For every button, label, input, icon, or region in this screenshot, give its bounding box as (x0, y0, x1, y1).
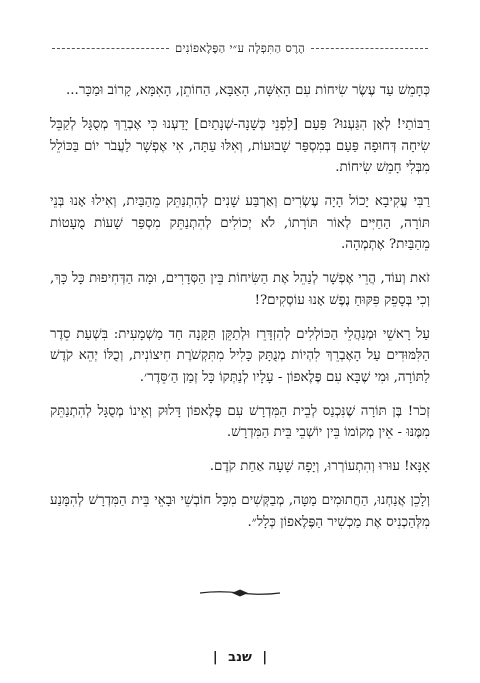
paragraph: עַל רָאשֵׁי וּמְנַהֲלֵי הַכּוֹלְלִים לְהִזְדָּרֵז וּלְתַקֵּן תַּקָּנָה חַד מַשְׁמָעִית: בִּשְׁעַת סֵדֶר הַלִּמּוּדִים עַל הָאֶבְרֵךְ לִהְיוֹת מְנֻתָּק כָּלִיל מִתִּקְשֹׁרֶת חִיצוֹנִית, וְכֻלּוֹ יְהֵא קֹדֶשׁ לַתּוֹרָה, וּמִי שֶׁבָּא עִם פֶּלֶאפוֹן - עָלָיו לְנַתְּקוֹ כָּל זְמַן הַ׳סֵּדֶר׳. (50, 326, 430, 385)
section-divider-ornament (198, 588, 282, 598)
running-header-title: הֶרֶס הַתִּפְלָה ע״י הַפֶּלֶאפוֹנִים (174, 41, 306, 55)
page-number-bar-right: | (262, 650, 268, 665)
page-number: שנב (228, 650, 252, 665)
paragraph: כְּחָמֵשׁ עַד עֶשֶׂר שִׂיחוֹת עִם הָאִשָּׁה, הָאַבָּא, הַחוֹתֵן, הָאִמָּא, קָרוֹב וּמַכָּר... (66, 83, 430, 98)
header-rule-right (311, 48, 428, 49)
header-rule-left (52, 48, 169, 49)
body-text (50, 80, 430, 546)
running-header (52, 40, 428, 56)
paragraph: זְכֹר! בֶּן תּוֹרָה שֶׁנִּכְנַס לְבֵית הַמִּדְרָשׁ עִם פֶּלֶאפוֹן דָּלוּק וְאֵינוֹ מְסֻגָּל לְהִתְנַתֵּק מִמֶּנּוּ - אֵין מְקוֹמוֹ בֵּין יוֹשְׁבֵי בֵּית הַמִּדְרָשׁ. (50, 403, 430, 440)
paragraph: רַבִּי עֲקִיבָא יָכוֹל הָיָה עֶשְׂרִים וְאַרְבַּע שָׁנִים לְהִתְנַתֵּק מֵהַבַּיִת, וְאִילוּ אָנוּ בְּנֵי תּוֹרָה, הַחַיִּים לְאוֹר תּוֹרָתוֹ, לֹא יְכוֹלִים לְהִתְנַתֵּק מִסְפַּר שָׁעוֹת מֻעָטוֹת מֵהַבַּיִת? אֶתְמְהָה. (50, 194, 430, 252)
paragraph: אָנָּא! עוּרוּ וְהִתְעוֹרְרוּ, וְיָפָה שָׁעָה אַחַת קֹדֶם. (209, 459, 430, 474)
page-number-footer (0, 650, 480, 665)
paragraph: זֹאת וְעוֹד, הֲרֵי אֶפְשָׁר לְנַהֵל אֶת הַשִּׂיחוֹת בֵּין הַסְּדָרִים, וּמָה הַדְּחִיפוּת כָּל כָּךְ, וְכִי בְּסָפֵק פִּקּוּחַ נֶפֶשׁ אָנוּ עוֹסְקִים?! (50, 271, 430, 308)
page-number-bar-left: | (212, 650, 218, 665)
paragraph: רַבּוֹתַי! לְאָן הִגַּעְנוּ? פַּעַם [לִפְנֵי כְּשָׁנָה-שְׁנָתַיִם] יָדַעְנוּ כִּי אֶבְרֵךְ מְסֻגָּל לְקַבֵּל שִׂיחָה דְּחוּפָה פַּעַם בְּמִסְפַּר שָׁבוּעוֹת, וְאִלּוּ עַתָּה, אִי אֶפְשָׁר לַעֲבֹר יוֹם בַּכּוֹלֵל מִבְּלִי חָמֵשׁ שִׂיחוֹת. (50, 117, 430, 175)
paragraph: וְלָכֵן אֲנַחְנוּ, הַחֲתוּמִים מַטָּה, מְבַקְּשִׁים מִכָּל חוֹבְשֵׁי וּבָאֵי בֵּית הַמִּדְרָשׁ לְהִמָּנַע מִלְּהַכְנִיס אֶת מַכְשִׁיר הַפֶּלֶאפוֹן כְּלָל״. (50, 493, 430, 530)
